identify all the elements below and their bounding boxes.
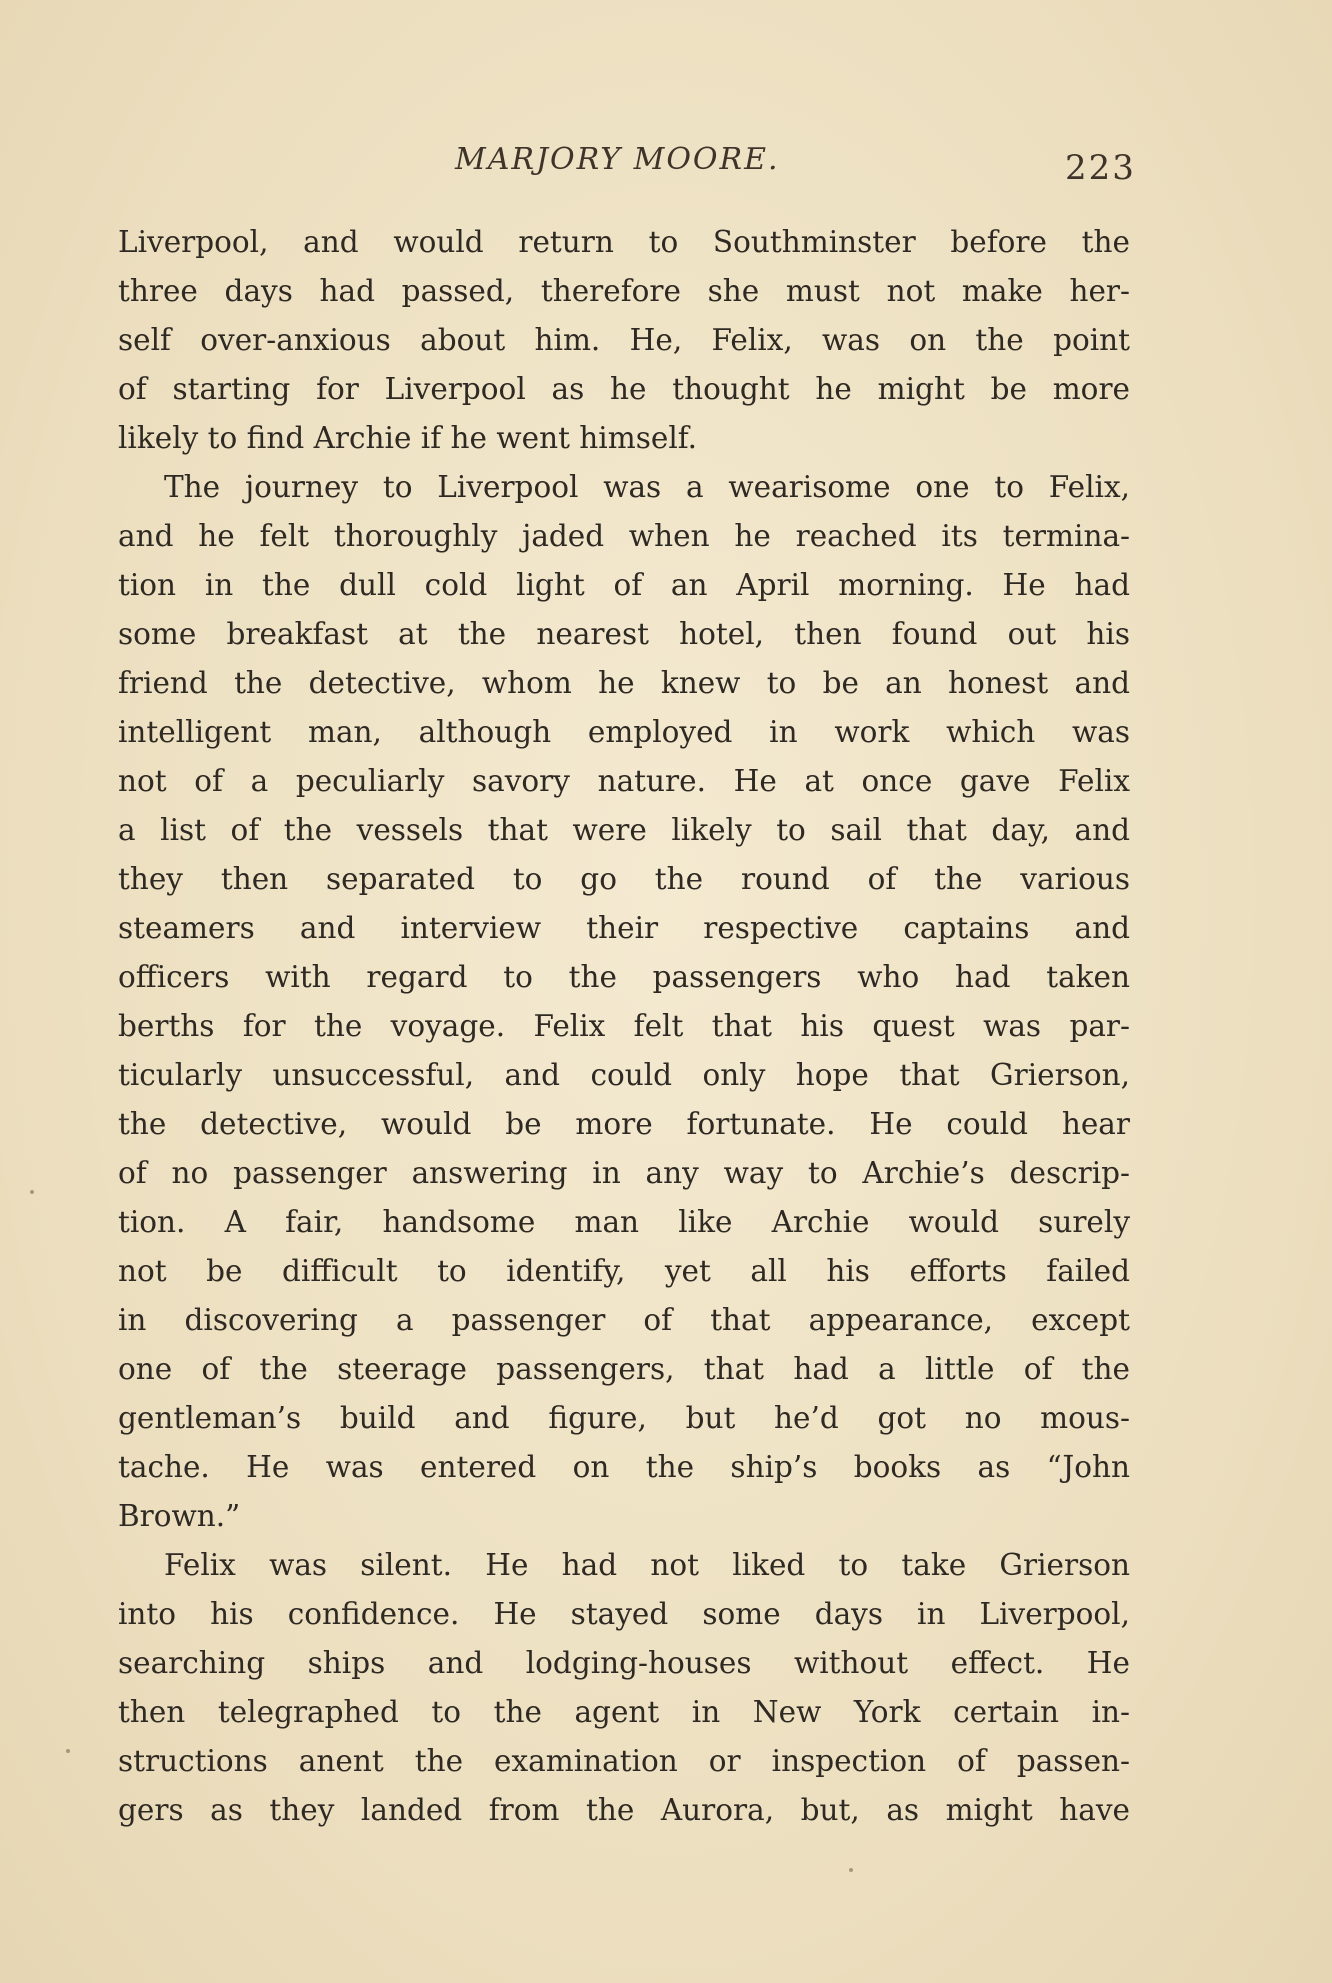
- text-line: three days had passed, therefore she must not make her-: [118, 274, 1130, 308]
- text-line: then telegraphed to the agent in New York certain in-: [118, 1695, 1130, 1729]
- text-line: in discovering a passenger of that appearance, except: [118, 1303, 1130, 1337]
- text-line: Brown.”: [118, 1499, 241, 1533]
- text-line: tion. A fair, handsome man like Archie would surely: [118, 1205, 1130, 1239]
- text-line: the detective, would be more fortunate. He could hear: [118, 1107, 1130, 1141]
- text-line: not be difficult to identify, yet all his efforts failed: [118, 1254, 1130, 1288]
- page-number: 223: [1065, 148, 1136, 188]
- text-line: not of a peculiarly savory nature. He at once gave Felix: [118, 764, 1130, 798]
- text-line: they then separated to go the round of the various: [118, 862, 1130, 896]
- text-line: Liverpool, and would return to Southminster before the: [118, 225, 1130, 259]
- text-line: and he felt thoroughly jaded when he reached its termina-: [118, 519, 1130, 553]
- text-line: ticularly unsuccessful, and could only hope that Grierson,: [118, 1058, 1130, 1092]
- text-line: searching ships and lodging-houses without effect. He: [118, 1646, 1130, 1680]
- body-text: [118, 218, 1130, 1835]
- text-line: gentleman’s build and figure, but he’d got no mous-: [118, 1401, 1130, 1435]
- running-head: [0, 142, 1332, 192]
- text-line: some breakfast at the nearest hotel, then found out his: [118, 617, 1130, 651]
- text-line: intelligent man, although employed in work which was: [118, 715, 1130, 749]
- text-line: friend the detective, whom he knew to be an honest and: [118, 666, 1130, 700]
- text-line: of starting for Liverpool as he thought he might be more: [118, 372, 1130, 406]
- ink-speck: [849, 1868, 853, 1872]
- text-line: self over-anxious about him. He, Felix, was on the point: [118, 323, 1130, 357]
- ink-speck: [30, 1190, 34, 1194]
- text-line: likely to find Archie if he went himself.: [118, 421, 697, 455]
- text-line: berths for the voyage. Felix felt that his quest was par-: [118, 1009, 1130, 1043]
- text-line: gers as they landed from the Aurora, but, as might have: [118, 1793, 1130, 1827]
- text-line: officers with regard to the passengers who had taken: [118, 960, 1130, 994]
- running-head-title: MARJORY MOORE.: [455, 142, 780, 177]
- text-line: of no passenger answering in any way to Archie’s descrip-: [118, 1156, 1130, 1190]
- text-line: one of the steerage passengers, that had a little of the: [118, 1352, 1130, 1386]
- ink-speck: [66, 1749, 70, 1753]
- paragraph-start-line: The journey to Liverpool was a wearisome one to Felix,: [164, 470, 1130, 504]
- text-line: tion in the dull cold light of an April morning. He had: [118, 568, 1130, 602]
- text-line: steamers and interview their respective captains and: [118, 911, 1130, 945]
- text-line: into his confidence. He stayed some days in Liverpool,: [118, 1597, 1130, 1631]
- text-line: structions anent the examination or inspection of passen-: [118, 1744, 1130, 1778]
- paragraph-start-line: Felix was silent. He had not liked to take Grierson: [164, 1548, 1130, 1582]
- text-line: tache. He was entered on the ship’s books as “John: [118, 1450, 1130, 1484]
- text-line: a list of the vessels that were likely to sail that day, and: [118, 813, 1130, 847]
